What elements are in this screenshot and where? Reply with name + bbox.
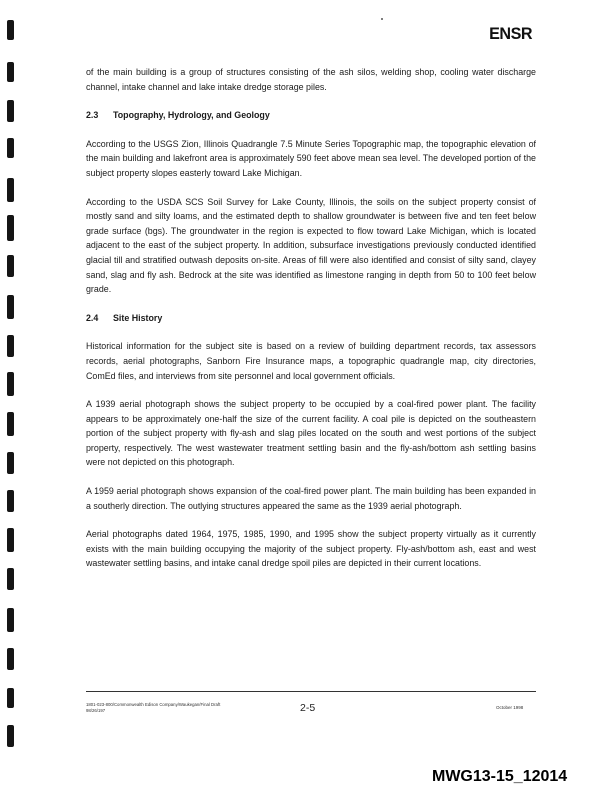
paragraph-history-2: A 1939 aerial photograph shows the subject property to be occupied by a coal-fired power plant. The facility appears to be approximately one-half the size of the current facility. A coal pile is depicted on the southeastern portion of the subject property with fly-ash and slag piles located on the south and west portions of the subject property, respectively. The west wastewater treatment settling basin and the fly-ash/bottom ash settling basins were not depicted on this photograph. [86, 399, 536, 468]
binder-hole [7, 528, 14, 552]
page-number: 2-5 [300, 702, 316, 714]
footer-doc-code: 98/26/197 [86, 708, 106, 713]
paragraph-history-1: Historical information for the subject site is based on a review of building department records, tax assessors records, aerial photographs, Sanborn Fire Insurance maps, a topographic quadrangle map, city directories, ComEd files, and interviews from site personnel and local government officials. [86, 341, 536, 381]
paragraph-history-3: A 1959 aerial photograph shows expansion of the coal-fired power plant. The main building has been expanded in a southerly direction. The outlying structures appeared the same as the 1939 aerial photograph. [86, 486, 536, 511]
section-heading-topography [86, 108, 536, 123]
binder-hole [7, 20, 14, 40]
footer-doc-ref: 1801-023-800/Commonwealth Edison Company/Waukegan/Final Draft [86, 702, 221, 707]
paragraph-history-4: Aerial photographs dated 1964, 1975, 1985, 1990, and 1995 show the subject property virtually as it currently exists with the main building occupying the majority of the subject property. Fly-ash/bottom ash, east and west wastewater settling basins, and intake canal dredge spoil piles are depicted in their current locations. [86, 529, 536, 569]
binder-hole [7, 568, 14, 590]
binder-hole [7, 490, 14, 512]
footer-divider [86, 691, 536, 692]
binder-hole [7, 452, 14, 474]
bates-number: MWG13-15_12014 [432, 768, 568, 785]
binder-hole [7, 372, 14, 396]
binder-hole [7, 178, 14, 202]
document-body [86, 65, 536, 571]
binder-hole [7, 138, 14, 158]
intro-paragraph: of the main building is a group of structures consisting of the ash silos, welding shop, cooling water discharge channel, intake channel and lake intake dredge storage piles. [86, 67, 536, 92]
section-number: 2.3 [86, 110, 99, 121]
binder-hole [7, 215, 14, 241]
paragraph-topography-2: According to the USDA SCS Soil Survey for Lake County, Illinois, the soils on the subject property consist of mostly sand and silty loams, and the estimated depth to shallow groundwater is between five and ten feet below grade surface (bgs). The groundwater in the region is expected to flow toward Lake Michigan, which is located adjacent to the east of the subject property. In addition, subsurface investigations previously conducted identified glacial till and stratified outwash deposits on-site. Areas of fill were also identified and consist of silty sand, clayey sand, slag and fly ash. Bedrock at the site was identified as limestone ranging in depth from 50 to 100 feet below grade. [86, 196, 536, 295]
section-heading-site-history [86, 311, 536, 326]
binder-hole [7, 725, 14, 747]
footer-date: October 1998 [496, 705, 524, 710]
binder-hole [7, 100, 14, 122]
paragraph-topography-1: According to the USGS Zion, Illinois Quadrangle 7.5 Minute Series Topographic map, the topographic elevation of the main building and lakefront area is approximately 590 feet above mean sea level. The developed portion of the subject property slopes easterly toward Lake Michigan. [86, 138, 536, 178]
binder-hole [7, 608, 14, 632]
section-title: Topography, Hydrology, and Geology [113, 110, 270, 121]
scan-speck [381, 18, 383, 20]
section-title: Site History [113, 312, 163, 323]
binder-hole [7, 295, 14, 319]
binder-hole [7, 688, 14, 708]
binder-hole [7, 62, 14, 82]
binder-hole [7, 412, 14, 436]
footer-document-reference [86, 702, 220, 714]
binder-hole [7, 335, 14, 357]
company-logo: ENSR [489, 24, 533, 43]
binder-hole [7, 648, 14, 670]
section-number: 2.4 [86, 312, 99, 323]
binder-hole [7, 255, 14, 277]
binder-hole-strip [0, 0, 24, 800]
